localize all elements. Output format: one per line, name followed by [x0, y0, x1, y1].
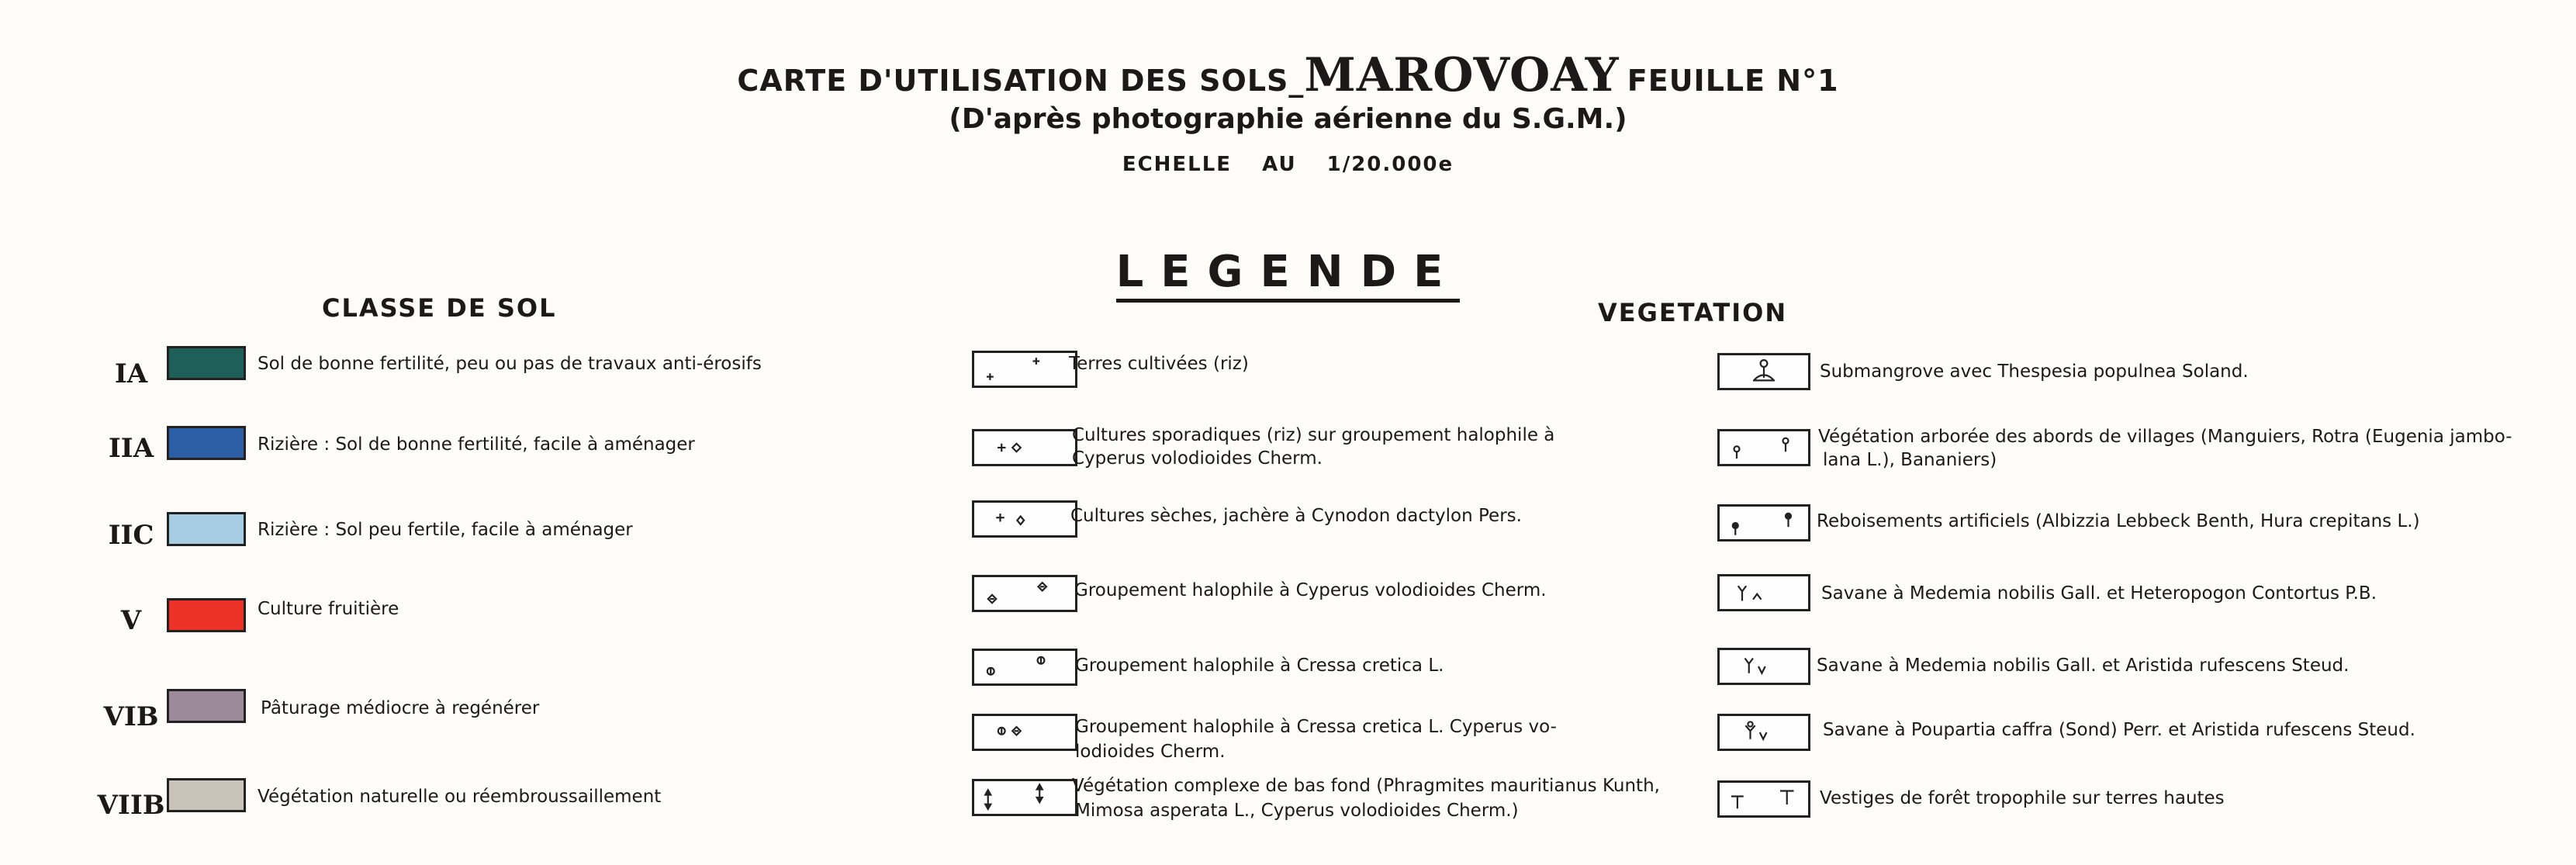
land-use-label-cont: lodioides Cherm. [1075, 742, 1226, 762]
land-use-label-cont: Cyperus volodioides Cherm. [1072, 448, 1323, 469]
vegetation-label: Vestiges de forêt tropophile sur terres hautes [1820, 788, 2225, 808]
circle-pair-icon [972, 649, 1077, 686]
title-sheet: FEUILLE N°1 [1627, 64, 1839, 98]
reforestation-icon [1717, 504, 1810, 541]
soil-heading: CLASSE DE SOL [322, 293, 557, 323]
soil-label: Végétation naturelle ou réembroussaillement [258, 787, 662, 807]
vegetation-label-cont: lana L.), Bananiers) [1823, 450, 1997, 470]
land-use-label: Groupement halophile à Cressa cretica L. Cyperus vo- [1075, 717, 1557, 737]
soil-label: Sol de bonne fertilité, peu ou pas de travaux anti-érosifs [258, 354, 762, 374]
arrow-pair-icon [972, 779, 1077, 816]
soil-code: VIIB [97, 790, 165, 821]
diamond-pair-icon [972, 575, 1077, 612]
soil-code: IA [114, 358, 148, 389]
vegetation-label: Savane à Poupartia caffra (Sond) Perr. et Aristida rufescens Steud. [1823, 720, 2415, 740]
soil-label: Rizière : Sol de bonne fertilité, facile à aménager [258, 434, 695, 455]
soil-code: V [120, 605, 142, 636]
soil-swatch-iia [167, 426, 246, 460]
soil-label: Culture fruitière [258, 599, 399, 619]
soil-swatch-iic [167, 512, 246, 546]
poupartia-aristida-icon [1717, 714, 1810, 751]
soil-code: VIB [103, 701, 159, 732]
cross-diamond-open-icon [972, 500, 1077, 538]
vegetation-label: Reboisements artificiels (Albizzia Lebbeck Benth, Hura crepitans L.) [1817, 511, 2420, 531]
legend-title-text: LEGENDE [1116, 247, 1461, 303]
cross-diamond-icon [972, 429, 1077, 466]
map-scale: ECHELLE AU 1/20.000e [1122, 153, 1454, 176]
legend-title [0, 247, 2576, 297]
soil-code: IIC [108, 520, 154, 551]
soil-label: Pâturage médiocre à regénérer [261, 698, 540, 718]
vegetation-label: Savane à Medemia nobilis Gall. et Aristida rufescens Steud. [1817, 656, 2350, 676]
submangrove-icon [1717, 353, 1810, 390]
vegetation-label: Submangrove avec Thespesia populnea Soland. [1820, 362, 2249, 382]
land-use-label: Cultures sèches, jachère à Cynodon dactylon Pers. [1070, 506, 1522, 526]
soil-swatch-vib [167, 689, 246, 723]
medemia-heteropogon-icon [1717, 574, 1810, 611]
vegetation-label: Savane à Medemia nobilis Gall. et Heteropogon Contortus P.B. [1821, 583, 2377, 604]
vegetation-label: Végétation arborée des abords de villages (Manguiers, Rotra (Eugenia jambo- [1818, 427, 2512, 447]
land-use-label: Terres cultivées (riz) [1069, 354, 1249, 374]
soil-swatch-ia [167, 346, 246, 380]
land-use-label: Végétation complexe de bas fond (Phragmites mauritianus Kunth, [1072, 776, 1660, 796]
medemia-aristida-icon [1717, 648, 1810, 685]
land-use-label: Groupement halophile à Cyperus volodioides Cherm. [1074, 580, 1547, 600]
tropophile-forest-icon [1717, 780, 1810, 818]
map-title [0, 48, 2576, 102]
land-use-label: Groupement halophile à Cressa cretica L. [1075, 656, 1444, 676]
village-tree-icon [1717, 429, 1810, 466]
map-subtitle: (D'après photographie aérienne du S.G.M.) [949, 103, 1627, 135]
title-place: MAROVOAY [1304, 48, 1620, 102]
land-use-label-cont: Mimosa asperata L., Cyperus volodioides Cherm.) [1075, 801, 1519, 821]
soil-code: IIA [108, 433, 154, 464]
cross-pair-icon [972, 351, 1077, 388]
circle-diamond-icon [972, 714, 1077, 751]
title-prefix: CARTE D'UTILISATION DES SOLS_ [737, 64, 1305, 98]
soil-label: Rizière : Sol peu fertile, facile à aménager [258, 520, 633, 540]
soil-swatch-viib [167, 778, 246, 812]
land-use-label: Cultures sporadiques (riz) sur groupement halophile à [1072, 425, 1555, 445]
soil-swatch-v [167, 598, 246, 632]
vegetation-heading: VEGETATION [1598, 298, 1788, 327]
